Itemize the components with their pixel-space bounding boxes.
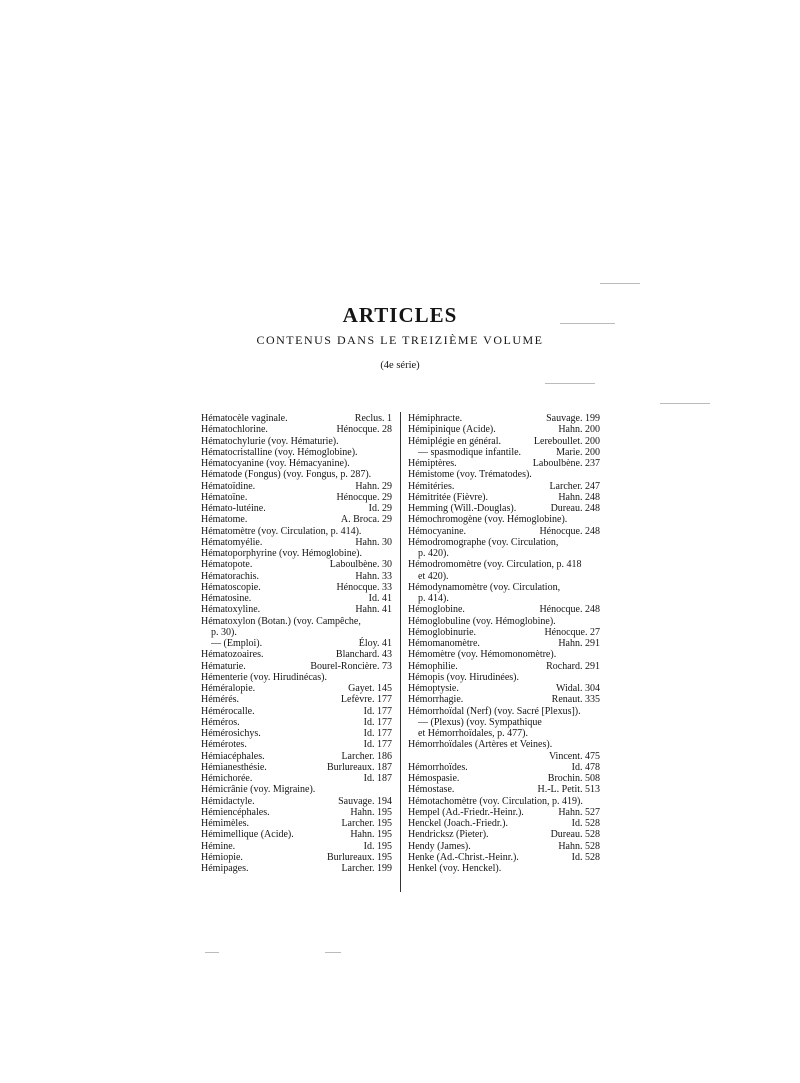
entry-label: Hémistome (voy. Trématodes).	[408, 469, 532, 481]
scan-speck	[205, 952, 219, 953]
index-entry	[408, 481, 600, 492]
index-entry	[408, 616, 600, 627]
entry-reference: Id. 177	[363, 716, 392, 728]
entry-label: Hémorrhoïdales (Artères et Veines).	[408, 739, 553, 751]
entry-label: Hématoïne.	[201, 491, 248, 503]
entry-reference: Hahn. 30	[355, 536, 392, 548]
index-entry	[408, 829, 600, 840]
entry-reference: Sauvage. 199	[546, 413, 600, 424]
entry-reference: Hénocque. 33	[336, 581, 392, 593]
index-entry	[408, 582, 600, 593]
index-entry	[408, 717, 600, 728]
entry-label: Hémianesthésie.	[201, 761, 267, 773]
index-entry	[201, 829, 392, 840]
index-entry	[408, 627, 600, 638]
left-index-column	[201, 413, 392, 874]
entry-label: Hendricksz (Pieter).	[408, 829, 489, 841]
index-entry	[201, 694, 392, 705]
entry-label: Hémomètre (voy. Hémomonomètre).	[408, 649, 557, 661]
entry-label: Hémodromomètre (voy. Circulation, p. 418	[408, 559, 582, 571]
entry-reference: Hénocque. 29	[336, 491, 392, 503]
index-entry	[201, 863, 392, 874]
entry-label: Hématosine.	[201, 593, 252, 604]
index-entry	[201, 841, 392, 852]
index-entry	[408, 728, 600, 739]
index-entry	[408, 863, 600, 874]
entry-label: Hémidactyle.	[201, 795, 255, 807]
entry-label: Hématochylurie (voy. Hématurie).	[201, 435, 339, 447]
index-entry	[408, 796, 600, 807]
entry-reference	[597, 728, 600, 739]
entry-label: et Hémorrhoïdales, p. 477).	[418, 728, 528, 739]
entry-label: Hématomyélie.	[201, 536, 263, 548]
index-entry	[408, 841, 600, 852]
index-entry	[408, 593, 600, 604]
index-entry	[408, 458, 600, 469]
index-entry	[201, 717, 392, 728]
index-entry	[201, 458, 392, 469]
index-entry	[408, 706, 600, 717]
entry-reference	[389, 616, 392, 627]
entry-label: Hémopis (voy. Hirudinées).	[408, 671, 519, 683]
index-entry	[201, 638, 392, 649]
entry-reference	[597, 469, 600, 480]
entry-label: Hémiopie.	[201, 851, 243, 863]
entry-label: Hémitritée (Fièvre).	[408, 491, 488, 503]
index-entry	[408, 807, 600, 818]
entry-label: Hémodromographe (voy. Circulation,	[408, 536, 559, 548]
entry-reference	[597, 739, 600, 750]
index-entry	[201, 807, 392, 818]
entry-label: Hémophilie.	[408, 660, 458, 672]
entry-label: Hémoglobuline (voy. Hémoglobine).	[408, 615, 556, 627]
page-title: ARTICLES	[342, 303, 458, 327]
index-entry	[408, 413, 600, 424]
entry-reference: Rochard. 291	[546, 660, 600, 672]
entry-label: Hémotachomètre (voy. Circulation, p. 419).	[408, 795, 583, 807]
index-entry	[408, 683, 600, 694]
index-entry	[408, 762, 600, 773]
index-entry	[201, 548, 392, 559]
scan-speck	[660, 403, 710, 404]
index-entry	[201, 424, 392, 435]
index-entry	[408, 604, 600, 615]
index-entry	[201, 852, 392, 863]
entry-reference	[597, 571, 600, 582]
entry-label: Hématorachis.	[201, 570, 260, 582]
index-entry	[408, 661, 600, 672]
index-entry	[408, 852, 600, 863]
column-divider	[400, 412, 401, 892]
entry-reference	[597, 537, 600, 548]
entry-reference: Hahn. 200	[558, 424, 600, 436]
entry-label: Hémenterie (voy. Hirudinécas).	[201, 671, 327, 683]
index-entry	[408, 492, 600, 503]
entry-reference: Id. 177	[363, 705, 392, 717]
index-entry	[408, 751, 600, 762]
entry-reference: Marie. 200	[556, 446, 600, 458]
entry-label: Hématocyanine (voy. Hémacyanine).	[201, 458, 350, 469]
entry-label	[408, 751, 546, 762]
entry-label: Hémomanomètre.	[408, 638, 480, 649]
entry-reference: Id. 177	[363, 739, 392, 751]
entry-reference: Hénocque. 28	[336, 424, 392, 436]
entry-label: Hémicrânie (voy. Migraine).	[201, 784, 316, 796]
entry-label: Hémipinique (Acide).	[408, 424, 496, 436]
entry-label: — (Plexus) (voy. Sympathique	[418, 716, 542, 728]
index-entry	[408, 469, 600, 480]
entry-reference: Hénocque. 27	[544, 626, 600, 638]
entry-reference: Id. 195	[363, 840, 392, 852]
entry-reference: Id. 478	[571, 761, 600, 773]
entry-reference: Larcher. 199	[341, 863, 392, 874]
scan-speck	[545, 383, 595, 384]
entry-label: Hémiacéphales.	[201, 750, 265, 762]
index-entry	[201, 728, 392, 739]
entry-reference: Renaut. 335	[551, 694, 600, 706]
entry-reference: Hénocque. 248	[539, 525, 600, 537]
entry-reference: Laboulbène. 237	[532, 458, 600, 469]
entry-reference	[597, 796, 600, 807]
entry-label: Hématochlorine.	[201, 424, 268, 436]
entry-reference	[597, 616, 600, 627]
entry-label: Hémitéries.	[408, 480, 455, 492]
entry-reference	[389, 436, 392, 447]
entry-label: Hempel (Ad.-Friedr.-Heinr.).	[408, 806, 524, 818]
entry-reference: Dureau. 248	[550, 503, 600, 514]
entry-label: Hématoxyline.	[201, 604, 261, 616]
entry-reference: Id. 528	[571, 851, 600, 863]
entry-reference	[597, 593, 600, 604]
entry-label: Hématoscopie.	[201, 581, 261, 593]
entry-reference: Larcher. 195	[341, 818, 392, 829]
index-entry	[201, 616, 392, 627]
entry-label: — (Emploi).	[211, 638, 263, 649]
entry-label: Hématome.	[201, 514, 248, 526]
index-entry	[201, 559, 392, 570]
entry-label: Hémimellique (Acide).	[201, 829, 294, 841]
entry-label: Hémine.	[201, 840, 236, 852]
scan-speck	[600, 283, 640, 284]
entry-reference: Widal. 304	[555, 683, 600, 694]
entry-label: Hématozoaires.	[201, 649, 264, 661]
entry-label: Hématurie.	[201, 660, 246, 672]
index-entry	[408, 537, 600, 548]
index-entry	[408, 447, 600, 458]
entry-label: Henckel (Joach.-Friedr.).	[408, 818, 508, 829]
scan-speck	[560, 323, 615, 324]
entry-reference: Brochin. 508	[547, 773, 600, 784]
entry-label: Hémospasie.	[408, 773, 460, 784]
entry-label: Hémichorée.	[201, 773, 253, 784]
index-entry	[201, 413, 392, 424]
entry-reference: Lereboullet. 200	[533, 435, 600, 447]
entry-reference: Hahn. 528	[558, 840, 600, 852]
entry-label: Héméros.	[201, 716, 240, 728]
entry-label: Hémérocalle.	[201, 705, 255, 717]
entry-reference: Id. 29	[368, 503, 392, 514]
index-entry	[201, 582, 392, 593]
entry-label: Héméralopie.	[201, 683, 256, 694]
entry-reference: Id. 187	[363, 773, 392, 784]
entry-reference	[389, 458, 392, 469]
entry-reference	[389, 447, 392, 458]
entry-label: Hémorrhagie.	[408, 694, 464, 706]
index-entry	[201, 784, 392, 795]
index-entry	[408, 638, 600, 649]
page-subtitle: CONTENUS DANS LE TREIZIÈME VOLUME	[256, 333, 544, 347]
entry-reference: Id. 41	[368, 593, 392, 604]
index-entry	[201, 571, 392, 582]
entry-label: Hémato-lutéine.	[201, 503, 266, 514]
entry-reference: Hénocque. 248	[539, 604, 600, 616]
index-entry	[408, 424, 600, 435]
entry-label: Hémiencéphales.	[201, 806, 270, 818]
index-entry	[408, 739, 600, 750]
entry-reference	[389, 548, 392, 559]
entry-reference: Hahn. 33	[355, 570, 392, 582]
entry-reference: Hahn. 29	[355, 480, 392, 492]
index-entry	[201, 661, 392, 672]
entry-reference: Hahn. 195	[350, 806, 392, 818]
entry-reference	[389, 526, 392, 537]
entry-reference: Hahn. 291	[558, 638, 600, 649]
index-entry	[408, 694, 600, 705]
entry-label: Hématomètre (voy. Circulation, p. 414).	[201, 525, 362, 537]
index-entry	[201, 773, 392, 784]
entry-label: Hémipages.	[201, 863, 249, 874]
index-entry	[201, 481, 392, 492]
index-entry	[408, 436, 600, 447]
entry-label: Hémoglobine.	[408, 604, 465, 616]
entry-reference: Burlureaux. 187	[327, 761, 392, 773]
index-entry	[201, 796, 392, 807]
index-entry	[408, 503, 600, 514]
entry-label: Hémocyanine.	[408, 525, 467, 537]
entry-reference: Blanchard. 43	[335, 649, 392, 661]
index-entry	[408, 571, 600, 582]
entry-label: Hématoïdine.	[201, 480, 256, 492]
index-entry	[201, 751, 392, 762]
index-entry	[201, 503, 392, 514]
entry-reference: Reclus. 1	[354, 413, 392, 424]
entry-reference: Gayet. 145	[348, 683, 392, 694]
index-entry	[201, 537, 392, 548]
entry-label: Hématoxylon (Botan.) (voy. Campêche,	[201, 615, 361, 627]
index-entry	[201, 762, 392, 773]
entry-label: p. 420).	[418, 548, 449, 559]
entry-reference	[597, 514, 600, 525]
index-entry	[408, 514, 600, 525]
entry-label: Hémérotes.	[201, 739, 247, 751]
entry-reference: Lefèvre. 177	[340, 694, 392, 706]
index-entry	[201, 526, 392, 537]
entry-reference: Burlureaux. 195	[327, 851, 392, 863]
index-entry	[408, 784, 600, 795]
entry-label: Hématoporphyrine (voy. Hémoglobine).	[201, 548, 362, 559]
index-entry	[201, 436, 392, 447]
entry-reference: Hahn. 195	[350, 829, 392, 841]
entry-label: et 420).	[418, 570, 449, 582]
entry-reference	[597, 582, 600, 593]
entry-reference: Hahn. 527	[558, 806, 600, 818]
index-entry	[201, 604, 392, 615]
entry-label: p. 414).	[418, 593, 449, 604]
entry-reference	[389, 784, 392, 795]
entry-label: Hémiphracte.	[408, 413, 463, 424]
entry-reference	[597, 672, 600, 683]
index-entry	[201, 818, 392, 829]
entry-reference	[389, 627, 392, 638]
index-entry	[201, 469, 392, 480]
entry-reference: Hahn. 41	[355, 604, 392, 616]
entry-label: Hématocristalline (voy. Hémoglobine).	[201, 446, 358, 458]
entry-label: Henkel (voy. Henckel).	[408, 863, 502, 874]
entry-label: Hémodynamomètre (voy. Circulation,	[408, 581, 561, 593]
index-entry	[408, 672, 600, 683]
index-entry	[408, 773, 600, 784]
scan-speck	[325, 952, 341, 953]
entry-label: Hémérosichys.	[201, 728, 261, 739]
index-entry	[201, 649, 392, 660]
index-entry	[201, 683, 392, 694]
entry-label: Hémoglobinurie.	[408, 626, 477, 638]
index-entry	[408, 559, 600, 570]
index-entry	[201, 447, 392, 458]
entry-label: Hémostase.	[408, 784, 455, 796]
entry-reference: Id. 177	[363, 728, 392, 739]
entry-reference	[389, 469, 392, 480]
entry-label: Hémorrhoïdal (Nerf) (voy. Sacré [Plexus]).	[408, 705, 581, 717]
index-entry	[408, 526, 600, 537]
entry-label: Hématopote.	[201, 559, 253, 571]
entry-label: Hémochromogène (voy. Hémoglobine).	[408, 514, 568, 526]
index-entry	[201, 593, 392, 604]
entry-reference	[597, 548, 600, 559]
entry-reference: Sauvage. 194	[338, 795, 392, 807]
entry-label: — spasmodique infantile.	[418, 446, 522, 458]
index-entry	[201, 706, 392, 717]
entry-reference: Dureau. 528	[550, 829, 600, 841]
entry-label: Hématode (Fongus) (voy. Fongus, p. 287).	[201, 469, 372, 481]
entry-label: Hémiptères.	[408, 458, 457, 469]
entry-label: Hemming (Will.-Douglas).	[408, 503, 517, 514]
entry-label: Hémérés.	[201, 694, 240, 706]
entry-reference	[597, 717, 600, 728]
index-entry	[201, 514, 392, 525]
entry-reference	[597, 649, 600, 660]
index-entry	[201, 627, 392, 638]
index-entry	[408, 649, 600, 660]
entry-label: Hématocèle vaginale.	[201, 413, 288, 424]
entry-reference: Larcher. 186	[341, 750, 392, 762]
right-index-column	[408, 413, 600, 874]
index-entry	[201, 672, 392, 683]
entry-label: Hémorrhoïdes.	[408, 761, 468, 773]
entry-reference: Vincent. 475	[548, 750, 600, 762]
entry-label: Henke (Ad.-Christ.-Heinr.).	[408, 851, 519, 863]
index-entry	[201, 492, 392, 503]
entry-reference: Laboulbène. 30	[329, 559, 392, 571]
index-entry	[201, 739, 392, 750]
entry-reference: Éloy. 41	[358, 638, 392, 649]
entry-label: p. 30).	[211, 626, 237, 638]
entry-reference: Larcher. 247	[549, 480, 600, 492]
entry-reference: Bourel-Roncière. 73	[310, 660, 392, 672]
entry-reference	[597, 706, 600, 717]
entry-label: Hémoptysie.	[408, 683, 459, 694]
entry-reference: H.-L. Petit. 513	[537, 784, 600, 796]
entry-label: Hendy (James).	[408, 840, 471, 852]
entry-label: Hémiplégie en général.	[408, 435, 502, 447]
entry-reference	[597, 863, 600, 874]
series-label: (4e série)	[380, 360, 420, 371]
entry-reference: Id. 528	[571, 818, 600, 829]
entry-reference	[389, 672, 392, 683]
entry-reference	[597, 559, 600, 570]
index-entry	[408, 818, 600, 829]
entry-reference: A. Broca. 29	[340, 514, 392, 526]
entry-label: Hémimèles.	[201, 818, 250, 829]
index-entry	[408, 548, 600, 559]
entry-reference: Hahn. 248	[558, 491, 600, 503]
